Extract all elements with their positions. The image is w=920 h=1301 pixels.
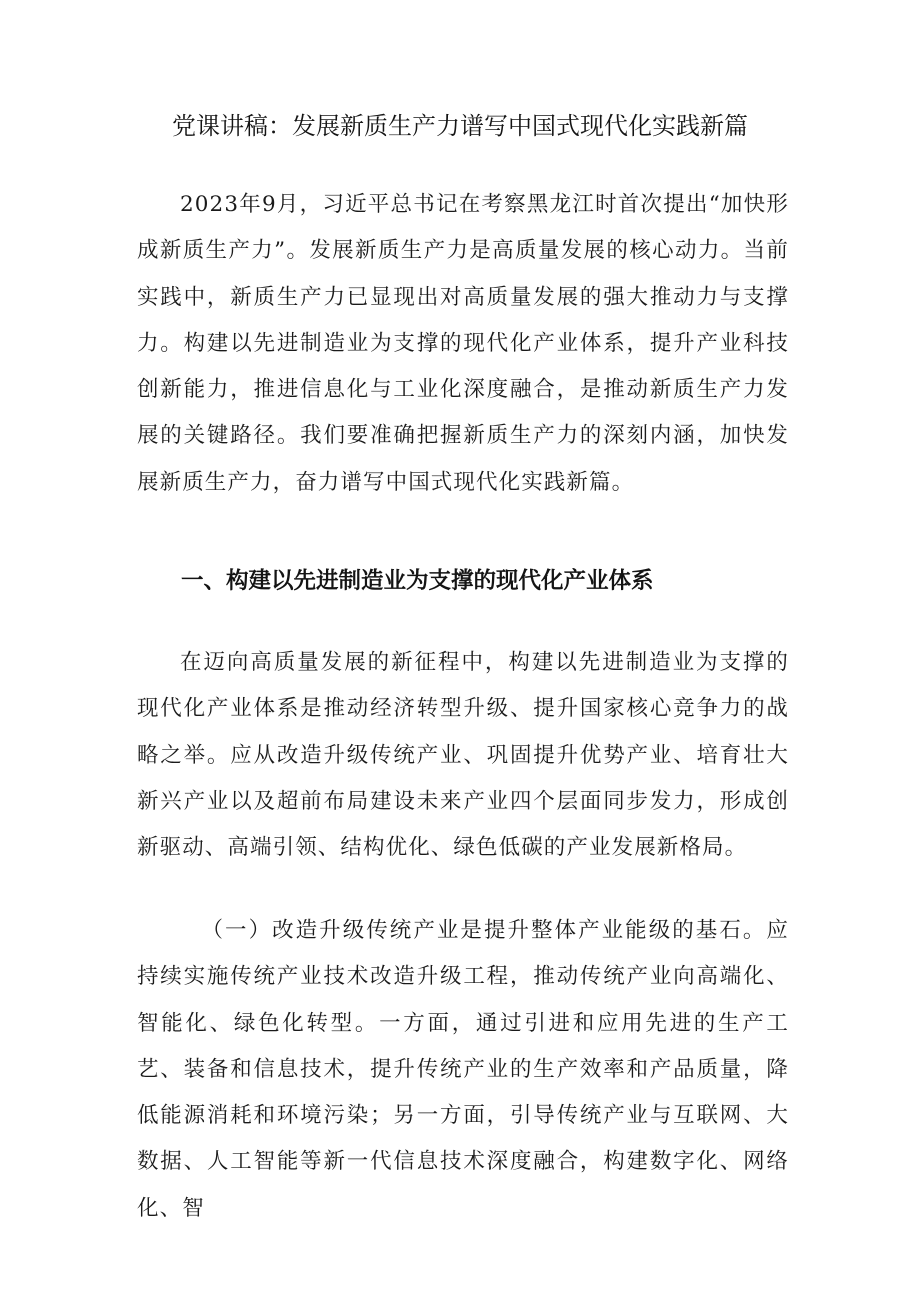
section-heading-1: 一、构建以先进制造业为支撑的现代化产业体系 xyxy=(181,568,654,594)
document-title: 党课讲稿：发展新质生产力谱写中国式现代化实践新篇 xyxy=(172,112,748,140)
subsection-1-paragraph: （一）改造升级传统产业是提升整体产业能级的基石。应持续实施传统产业技术改造升级工程，推动传统产业向高端化、智能化、绿色化转型。一方面，通过引进和应用先进的生产工艺、装备和信息技术，提升传统产业的生产效率和产品质量，降低能源消耗和环境污染；另一方面，引导传统产业与互联网、大数据、人工智能等新一代信息技术深度融合，构建数字化、网络化、智 xyxy=(137,918,789,1221)
section-1-paragraph: 在迈向高质量发展的新征程中，构建以先进制造业为支撑的现代化产业体系是推动经济转型升级、提升国家核心竞争力的战略之举。应从改造升级传统产业、巩固提升优势产业、培育壮大新兴产业以及超前布局建设未来产业四个层面同步发力，形成创新驱动、高端引领、结构优化、绿色低碳的产业发展新格局。 xyxy=(137,650,789,861)
intro-paragraph: 2023年9月，习近平总书记在考察黑龙江时首次提出“加快形成新质生产力”。发展新质生产力是高质量发展的核心动力。当前实践中，新质生产力已显现出对高质量发展的强大推动力与支撑力。构建以先进制造业为支撑的现代化产业体系，提升产业科技创新能力，推进信息化与工业化深度融合，是推动新质生产力发展的关键路径。我们要准确把握新质生产力的深刻内涵，加快发展新质生产力，奋力谱写中国式现代化实践新篇。 xyxy=(137,192,789,495)
